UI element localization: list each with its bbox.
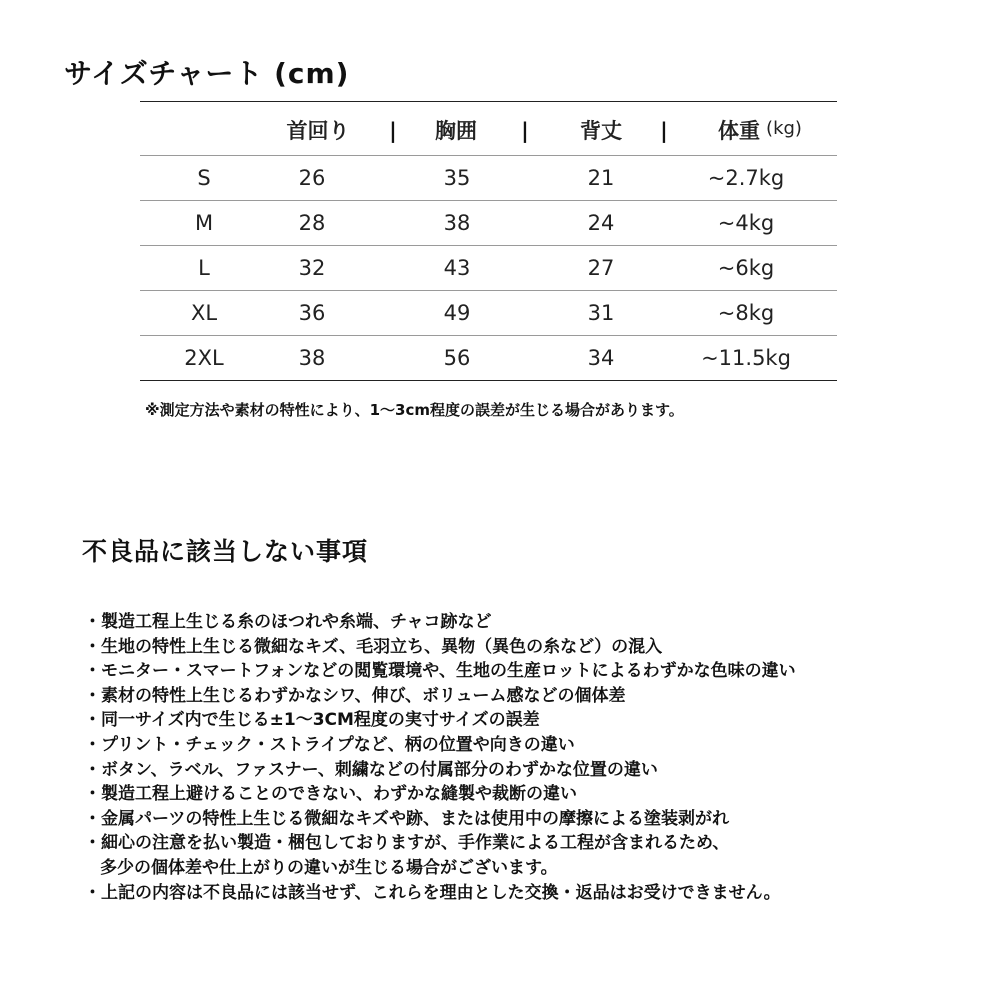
size-cell: M xyxy=(194,211,214,235)
table-row xyxy=(140,245,837,290)
header-weight-label: 体重 xyxy=(718,119,761,143)
list-item: ・モニター・スマートフォンなどの閲覧環境や、生地の生産ロットによるわずかな色味の違い xyxy=(84,661,796,682)
neck-cell: 28 xyxy=(298,211,326,235)
neck-cell: 38 xyxy=(298,346,326,370)
weight-cell: ~2.7kg xyxy=(707,166,785,190)
size-cell: 2XL xyxy=(184,346,224,370)
back-length-cell: 24 xyxy=(587,211,615,235)
header-back-length: 背丈 xyxy=(580,119,622,143)
back-length-cell: 21 xyxy=(587,166,615,190)
list-item: ・同一サイズ内で生じる±1～3CM程度の実寸サイズの誤差 xyxy=(84,710,540,731)
size-cell: XL xyxy=(190,301,218,325)
table-row xyxy=(140,200,837,245)
list-item: ・生地の特性上生じる微細なキズ、毛羽立ち、異物（異色の糸など）の混入 xyxy=(84,636,663,657)
neck-cell: 26 xyxy=(298,166,326,190)
measurement-note: ※測定方法や素材の特性により、1～3cm程度の誤差が生じる場合があります。 xyxy=(145,401,684,419)
chest-cell: 56 xyxy=(443,346,471,370)
header-separator: | xyxy=(389,119,397,143)
list-item: ・製造工程上生じる糸のほつれや糸端、チャコ跡など xyxy=(84,612,492,632)
table-row xyxy=(140,335,837,380)
table-row xyxy=(140,155,837,200)
size-cell: L xyxy=(198,256,210,280)
chest-cell: 35 xyxy=(443,166,471,190)
header-separator: | xyxy=(521,119,529,143)
table-header-row xyxy=(140,102,837,155)
list-item: ・上記の内容は不良品には該当せず、これらを理由とした交換・返品はお受けできません。 xyxy=(84,882,781,903)
list-item: ・製造工程上避けることのできない、わずかな縫製や裁断の違い xyxy=(84,784,577,805)
size-cell: S xyxy=(197,166,211,190)
list-item-continuation: 多少の個体差や仕上がりの違いが生じる場合がございます。 xyxy=(100,857,558,878)
chest-cell: 43 xyxy=(443,256,471,280)
list-item: ・金属パーツの特性上生じる微細なキズや跡、または使用中の摩擦による塗装剥がれ xyxy=(84,808,729,829)
defects-title: 不良品に該当しない事項 xyxy=(82,537,369,566)
weight-cell: ~8kg xyxy=(717,301,775,325)
back-length-cell: 34 xyxy=(587,346,615,370)
defects-list xyxy=(84,610,796,905)
weight-cell: ~4kg xyxy=(717,211,775,235)
list-item: ・素材の特性上生じるわずかなシワ、伸び、ボリューム感などの個体差 xyxy=(84,685,626,706)
neck-cell: 36 xyxy=(298,301,326,325)
list-item: ・細心の注意を払い製造・梱包しておりますが、手作業による工程が含まれるため、 xyxy=(84,833,730,854)
list-item: ・ボタン、ラベル、ファスナー、刺繍などの付属部分のわずかな位置の違い xyxy=(84,759,658,780)
list-item: ・プリント・チェック・ストライプなど、柄の位置や向きの違い xyxy=(84,734,575,755)
weight-cell: ~6kg xyxy=(717,256,775,280)
back-length-cell: 31 xyxy=(587,301,615,325)
chest-cell: 38 xyxy=(443,211,471,235)
table-row xyxy=(140,290,837,335)
neck-cell: 32 xyxy=(298,256,326,280)
header-weight xyxy=(718,102,802,162)
back-length-cell: 27 xyxy=(587,256,615,280)
header-weight-unit: (kg) xyxy=(766,118,802,139)
size-chart-title: サイズチャート (cm) xyxy=(64,57,350,90)
header-separator: | xyxy=(660,119,668,143)
header-neck: 首回り xyxy=(286,119,350,143)
chest-cell: 49 xyxy=(443,301,471,325)
size-table xyxy=(140,101,837,381)
header-chest: 胸囲 xyxy=(435,119,477,143)
weight-cell: ~11.5kg xyxy=(701,346,791,370)
